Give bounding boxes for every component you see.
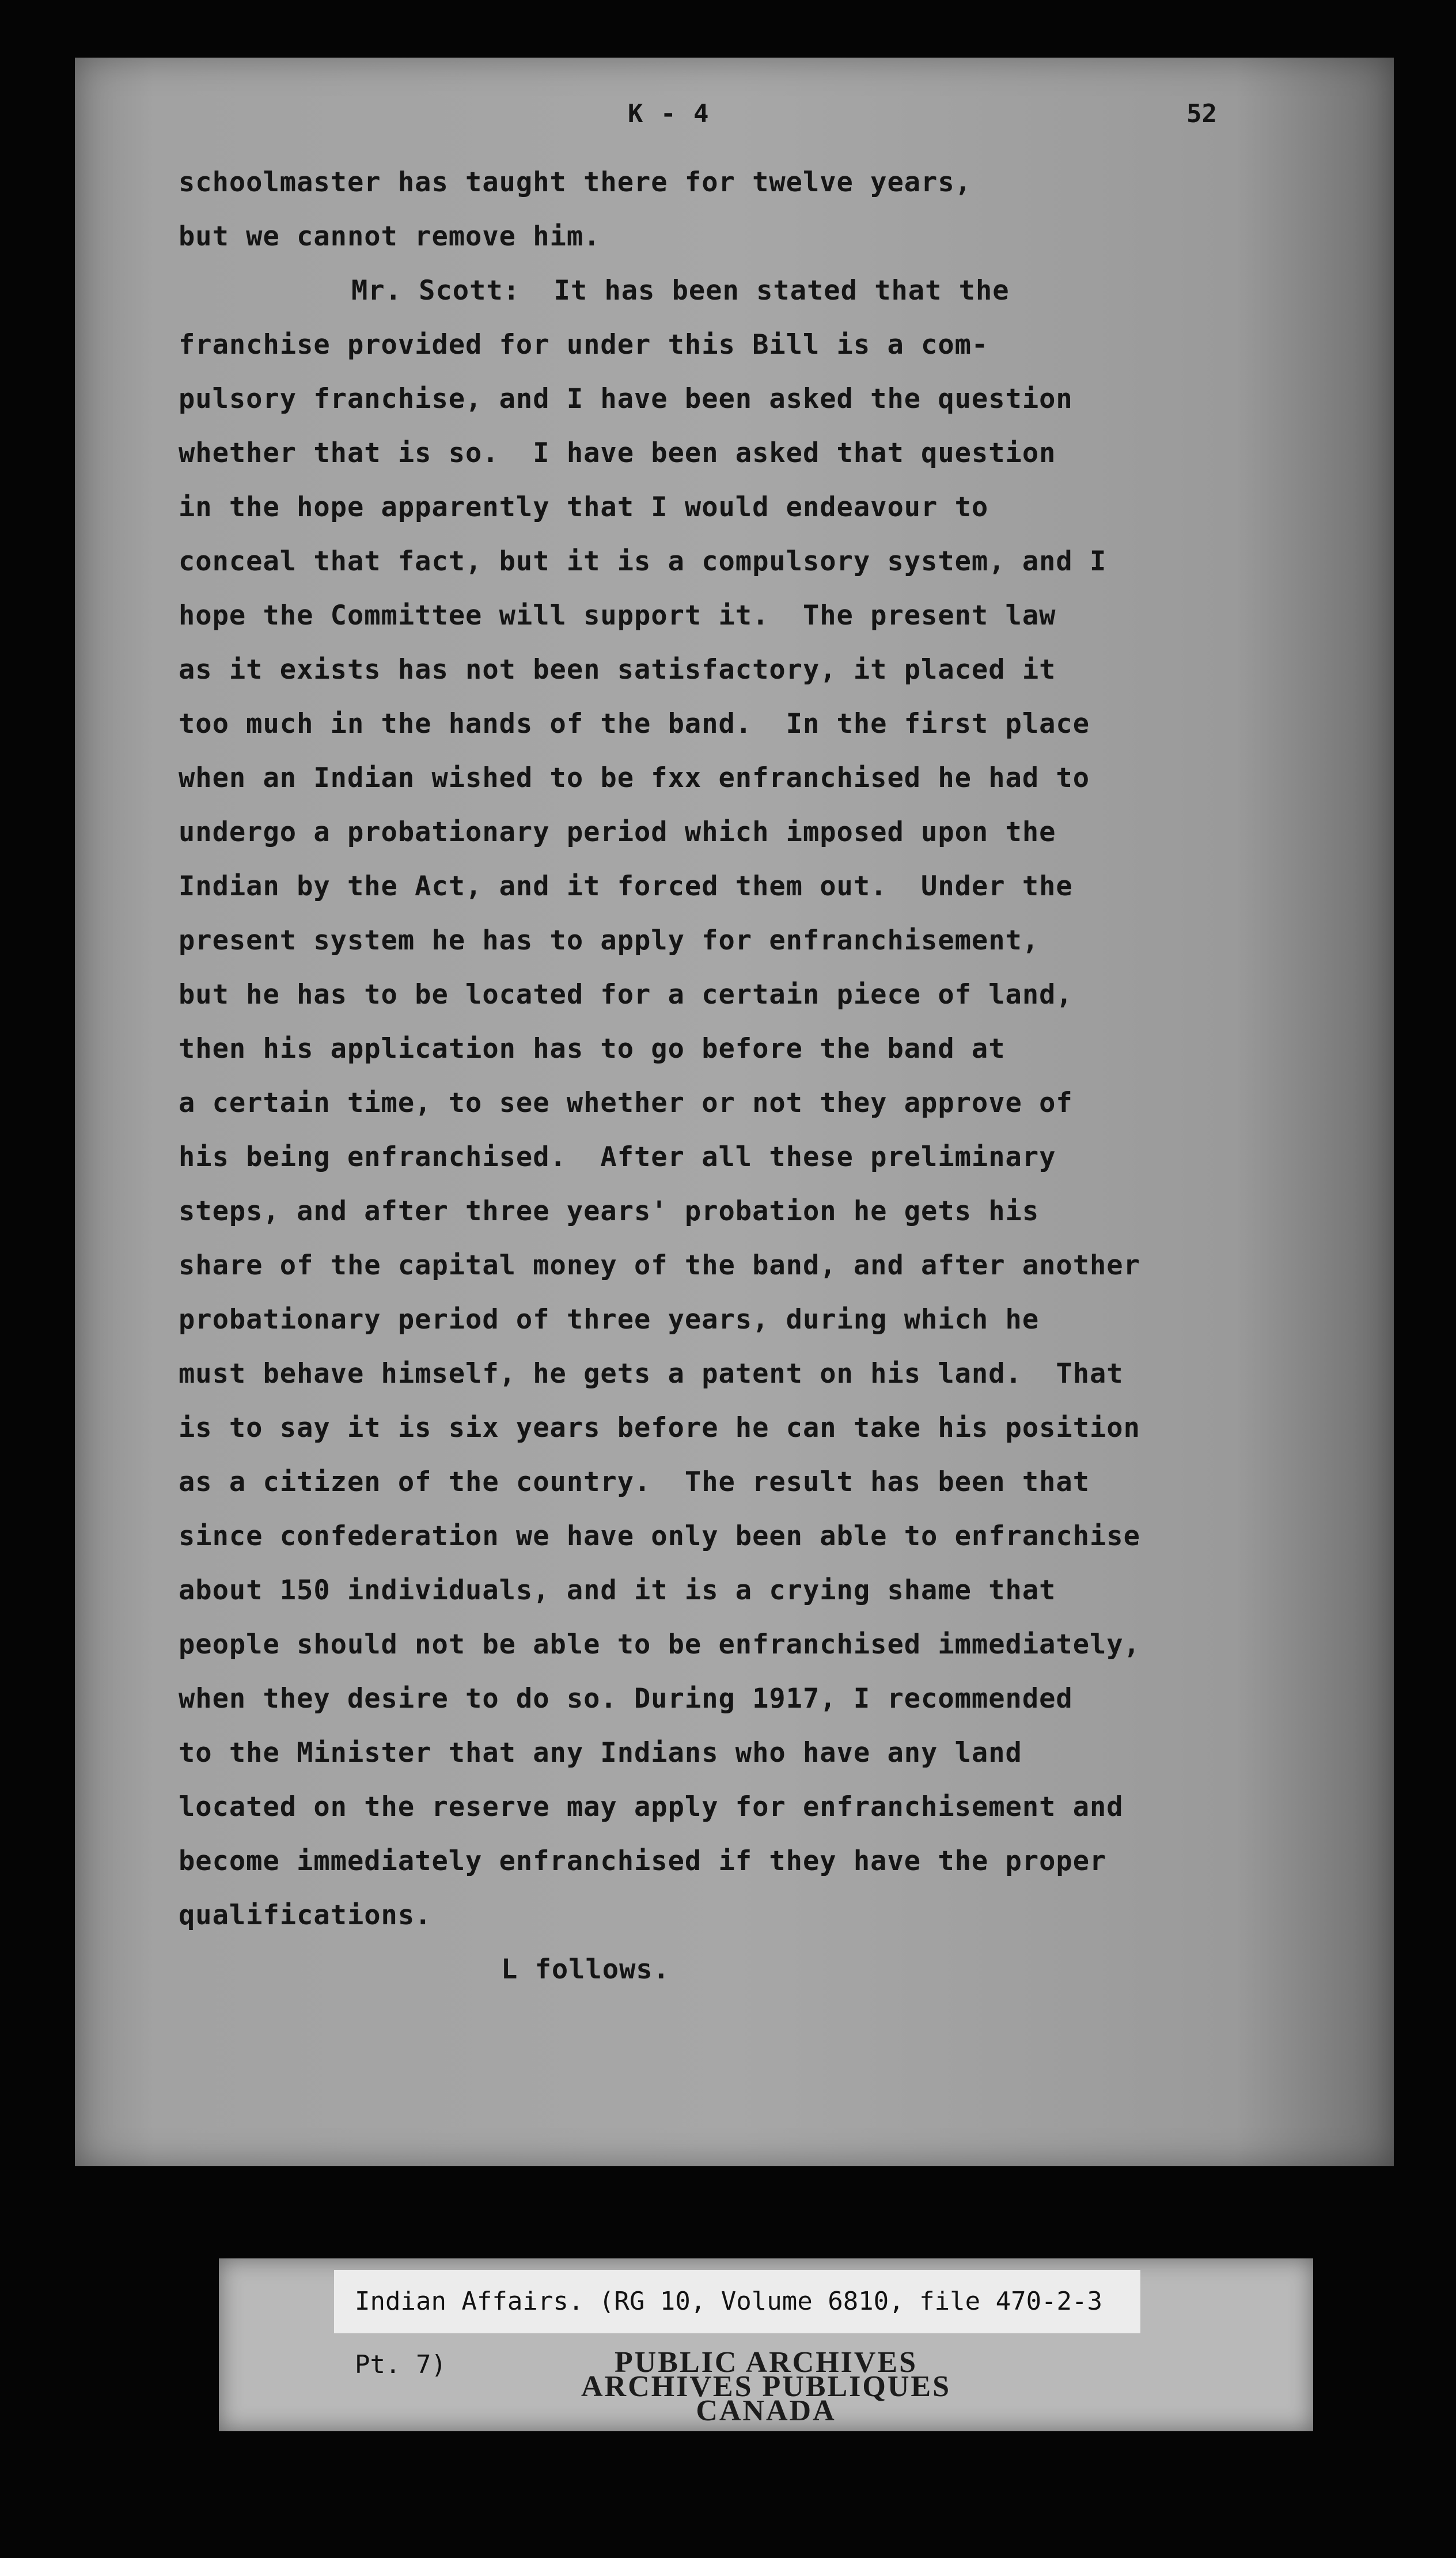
text-line: whether that is so. I have been asked that question — [179, 437, 1056, 469]
text-line: schoolmaster has taught there for twelve years, — [179, 167, 972, 198]
text-line: hope the Committee will support it. The present law — [179, 600, 1056, 631]
archive-stamp — [219, 2346, 1313, 2427]
stamp-line-1: PUBLIC ARCHIVES — [614, 2346, 918, 2379]
text-line: as it exists has not been satisfactory, it placed it — [179, 654, 1056, 686]
text-line: a certain time, to see whether or not they approve of — [179, 1087, 1073, 1119]
text-line: must behave himself, he gets a patent on his land. That — [179, 1358, 1124, 1390]
text-line: to the Minister that any Indians who have any land — [179, 1737, 1022, 1769]
closing-line: L follows. — [501, 1954, 670, 1985]
archive-strip — [219, 2258, 1313, 2431]
text-line: about 150 individuals, and it is a crying shame that — [179, 1575, 1056, 1606]
text-line: franchise provided for under this Bill is a com- — [179, 329, 989, 361]
text-line: too much in the hands of the band. In the first place — [179, 708, 1090, 740]
text-line: conceal that fact, but it is a compulsory system, and I — [179, 546, 1107, 577]
text-line: pulsory franchise, and I have been asked the question — [179, 383, 1073, 415]
text-line: as a citizen of the country. The result has been that — [179, 1466, 1090, 1498]
text-line: Indian by the Act, and it forced them out. Under the — [179, 871, 1073, 902]
text-line: steps, and after three years' probation he gets his — [179, 1195, 1040, 1227]
text-line: but we cannot remove him. — [179, 221, 601, 252]
document-page — [75, 58, 1394, 2166]
text-line: his being enfranchised. After all these preliminary — [179, 1141, 1056, 1173]
stamp-line-2: ARCHIVES PUBLIQUES — [581, 2370, 951, 2403]
text-line: undergo a probationary period which imposed upon the — [179, 816, 1056, 848]
text-line: then his application has to go before the band at — [179, 1033, 1006, 1065]
header-code: K - 4 — [628, 99, 710, 128]
text-line: since confederation we have only been able to enfranchise — [179, 1520, 1140, 1552]
text-line: but he has to be located for a certain piece of land, — [179, 979, 1073, 1011]
text-line: is to say it is six years before he can take his position — [179, 1412, 1140, 1444]
typed-body-text — [179, 156, 1365, 1997]
text-line: in the hope apparently that I would endeavour to — [179, 491, 989, 523]
page-header — [75, 99, 1394, 139]
text-line: when an Indian wished to be fxx enfranchised he had to — [179, 762, 1090, 794]
text-line: share of the capital money of the band, and after another — [179, 1250, 1140, 1281]
page-number: 52 — [1186, 99, 1217, 128]
text-line: probationary period of three years, during which he — [179, 1304, 1040, 1335]
text-line: present system he has to apply for enfranchisement, — [179, 925, 1040, 956]
stamp-line-3: CANADA — [696, 2394, 836, 2427]
text-line: people should not be able to be enfranchised immediately, — [179, 1629, 1140, 1660]
text-line: become immediately enfranchised if they have the proper — [179, 1845, 1107, 1877]
text-line: Mr. Scott: It has been stated that the — [351, 275, 1010, 306]
archive-reference-label: Indian Affairs. (RG 10, Volume 6810, file 470-2-3 Pt. 7) — [334, 2270, 1140, 2333]
text-line: located on the reserve may apply for enfranchisement and — [179, 1791, 1124, 1823]
text-line: qualifications. — [179, 1899, 432, 1931]
text-line: when they desire to do so. During 1917, I recommended — [179, 1683, 1073, 1715]
